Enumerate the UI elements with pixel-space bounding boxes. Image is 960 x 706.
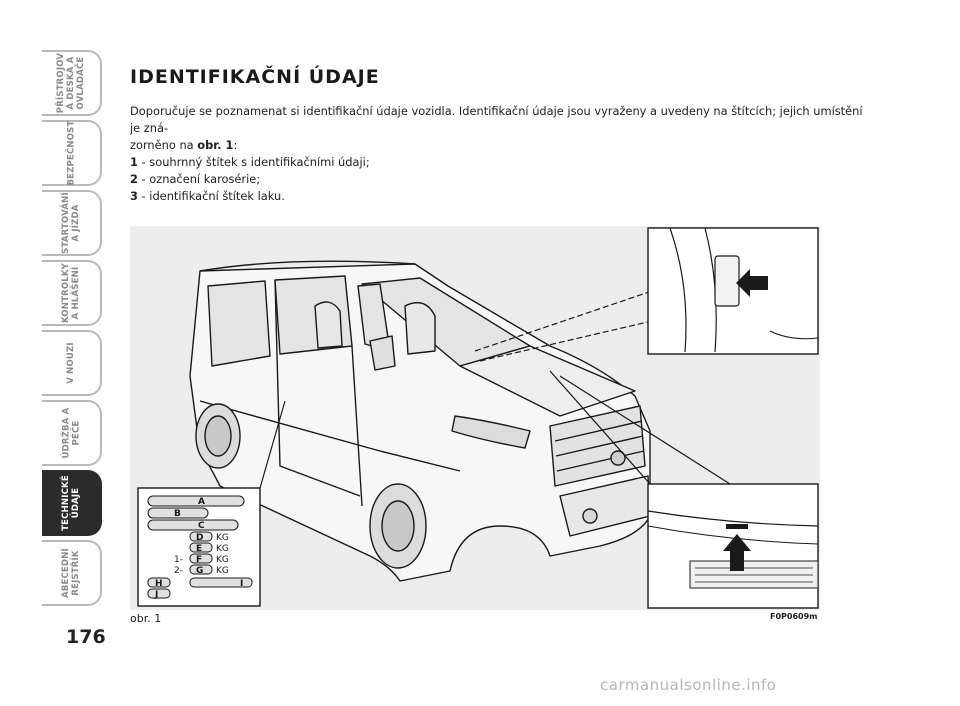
side-mirror [370,336,395,370]
van-drawing [130,226,820,610]
tab-bezpecnost[interactable] [42,120,102,186]
watermark: carmanualsonline.info [600,676,777,694]
plate-prefix-1: 1- [174,555,183,565]
plate-row-a: A [198,497,205,507]
plate-row-i: I [240,579,244,589]
side-window-rear [208,281,270,366]
inset-windshield-base [648,484,818,608]
page-title: IDENTIFIKAČNÍ ÚDAJE [130,66,380,88]
item-number: 3 [130,189,138,203]
figure-reference[interactable]: obr. 1 [197,138,234,152]
intro-colon: : [233,138,238,152]
item-text: - označení karosérie; [137,172,261,186]
inset-door-pillar [648,228,818,354]
plate-row-c: C [198,521,205,531]
plate-row-b: B [174,509,181,519]
plate-row-g: G [196,566,204,576]
tab-label: BEZPEČNOST [66,120,77,186]
tab-startovani[interactable] [42,190,102,256]
item-number: 2 [130,172,138,186]
identification-plate [138,488,260,606]
tab-label: PŘÍSTROJOV Á DESKA A OVLADAČE [56,52,86,114]
tab-kontrolky[interactable] [42,260,102,326]
tab-label: ÚDRŽBA A PÉČE [61,407,81,459]
list-item [130,188,870,205]
plate-kg: KG [216,533,229,543]
list-item [130,171,870,188]
tab-v-nouzi[interactable] [42,330,102,396]
item-text: - identifikační štítek laku. [137,189,285,203]
list-item [130,154,870,171]
plate-row-h: H [155,579,163,589]
tab-abecedni-rejstrik[interactable] [42,540,102,606]
plate-kg: KG [216,566,229,576]
item-text: - souhrnný štítek s identifikačními údaji; [137,155,370,169]
plate-kg: KG [216,555,229,565]
plate-row-d: D [196,533,204,543]
plate-kg: KG [216,544,229,554]
vehicle-illustration [130,226,820,610]
item-number: 1 [130,155,138,169]
tab-label: KONTROLKY A HLÁŠENÍ [61,262,82,324]
tab-technicke-udaje[interactable] [42,470,102,536]
plate-row-j: J [155,590,159,600]
tab-udrzba[interactable] [42,400,102,466]
plate-row-e: E [196,544,203,554]
page-number: 176 [66,626,106,648]
tab-label: ABECEDNÍ REJSTŘÍK [61,548,81,598]
tab-label: STARTOVÁNÍ A JÍZDA [61,192,81,254]
plate-row-f: F [196,555,203,565]
tab-label: TECHNICKÉ ÚDAJE [60,475,81,531]
plate-prefix-2: 2- [174,566,183,576]
tab-label: V NOUZI [65,342,76,384]
body-text [130,103,870,205]
tab-pristrojova-deska[interactable] [42,50,102,116]
intro-text: Doporučuje se poznamenat si identifikační údaje vozidla. Identifikační údaje jsou vyraženy a uvedeny na štítcích; jejich umístění je zná- zorněno na [130,104,863,152]
figure-code: F0P0609m [770,612,818,621]
figure-caption: obr. 1 [130,612,162,625]
intro-paragraph [130,103,870,154]
